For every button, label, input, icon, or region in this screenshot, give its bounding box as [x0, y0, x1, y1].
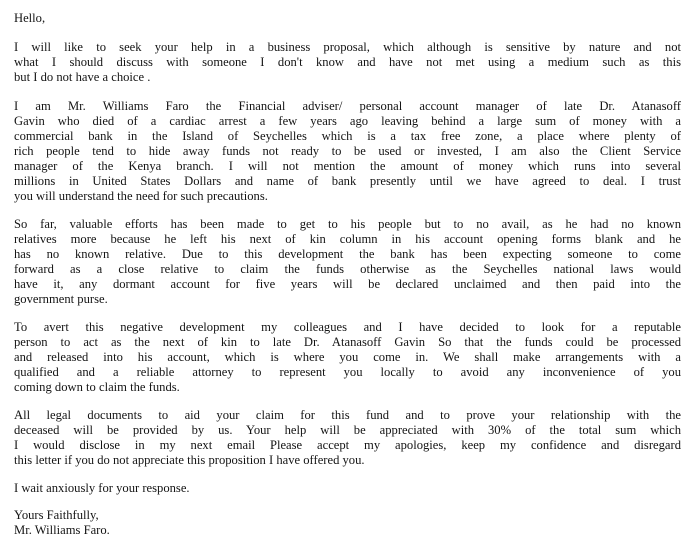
paragraph-5-line: deceased will be provided by us. Your help will be appreciated with 30% of the total sum which	[14, 423, 681, 437]
paragraph-3-line: forward as a close relative to claim the funds otherwise as the Seychelles national laws would	[14, 262, 681, 276]
paragraph-1-line: what I should discuss with someone I don't know and have not met using a medium such as this	[14, 55, 681, 69]
paragraph-2-line: you will understand the need for such precautions.	[14, 189, 268, 203]
greeting: Hello,	[14, 11, 46, 25]
paragraph-3-line: relatives more because he left his next of kin column in his account opening forms blank and he	[14, 232, 681, 246]
paragraph-3-line: government purse.	[14, 292, 108, 306]
paragraph-4-line: person to act as the next of kin to late Dr. Atanasoff Gavin So that the funds could be processed	[14, 335, 681, 349]
paragraph-4-line: coming down to claim the funds.	[14, 380, 180, 394]
paragraph-2-line: commercial bank in the Island of Seychelles which is a tax free zone, a place where plenty of	[14, 129, 681, 143]
paragraph-5-line: All legal documents to aid your claim for this fund and to prove your relationship with the	[14, 408, 681, 422]
paragraph-2-line: Gavin who died of a cardiac arrest a few years ago leaving behind a large sum of money with a	[14, 114, 681, 128]
paragraph-5-line: I would disclose in my next email Please accept my apologies, keep my confidence and disregard	[14, 438, 681, 452]
paragraph-4-line: and released into his account, which is where you come in. We shall make arrangements with a	[14, 350, 681, 364]
signature-name: Mr. Williams Faro.	[14, 523, 110, 537]
paragraph-2-line: manager of the Kenya branch. I will not mention the amount of money which runs into several	[14, 159, 681, 173]
closing-line: I wait anxiously for your response.	[14, 481, 190, 495]
paragraph-2-line: millions in United States Dollars and name of bank presently until we have agreed to deal. I trust	[14, 174, 681, 188]
paragraph-5-line: this letter if you do not appreciate this proposition I have offered you.	[14, 453, 365, 467]
paragraph-2-line: rich people tend to hide away funds not ready to be used or invested, I am also the Client Service	[14, 144, 681, 158]
paragraph-3-line: has no known relative. Due to this development the bank has been expecting someone to come	[14, 247, 681, 261]
paragraph-3-line: have it, any dormant account for five years will be declared unclaimed and then paid into the	[14, 277, 681, 291]
paragraph-1-line: I will like to seek your help in a business proposal, which although is sensitive by nature and not	[14, 40, 681, 54]
paragraph-1-line: but I do not have a choice .	[14, 70, 151, 84]
paragraph-2-line: I am Mr. Williams Faro the Financial adviser/ personal account manager of late Dr. Atanasoff	[14, 99, 681, 113]
signoff: Yours Faithfully,	[14, 508, 99, 522]
paragraph-4-line: qualified and a reliable attorney to represent you locally to avoid any inconvenience of you	[14, 365, 681, 379]
paragraph-4-line: To avert this negative development my colleagues and I have decided to look for a reputable	[14, 320, 681, 334]
paragraph-3-line: So far, valuable efforts has been made to get to his people but to no avail, as he had no known	[14, 217, 681, 231]
